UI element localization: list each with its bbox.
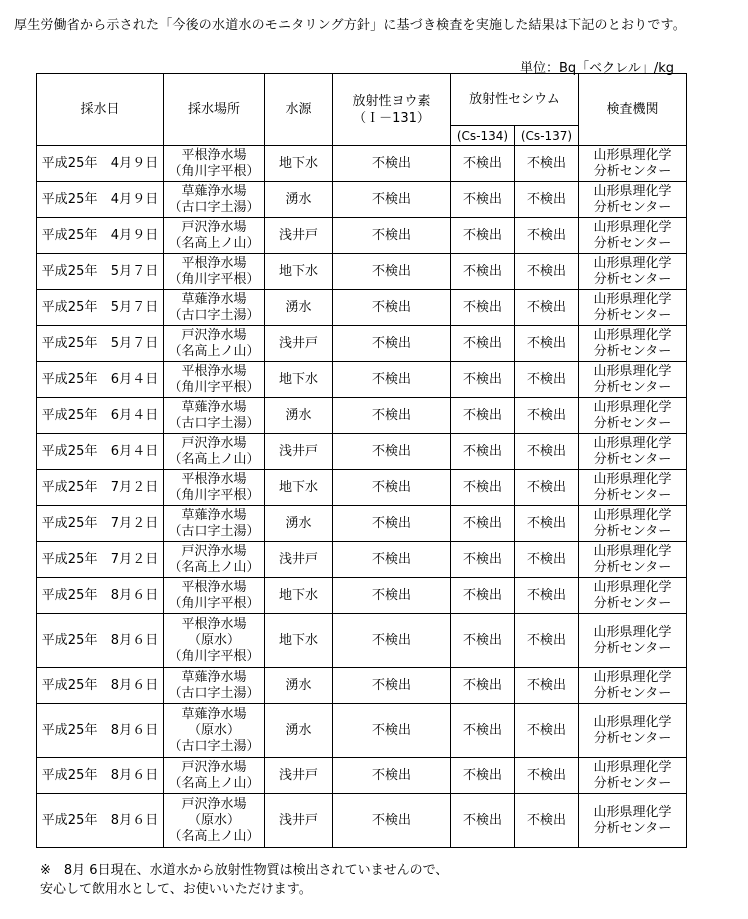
agency-line: 分析センター	[593, 307, 672, 323]
header-iodine-line1: 放射性ヨウ素	[352, 93, 431, 109]
header-iodine-line2: （Ｉ－131）	[353, 110, 430, 126]
table-row	[37, 218, 687, 254]
table-row	[37, 704, 687, 758]
cell-source: 湧水	[265, 704, 333, 758]
agency-line: 分析センター	[593, 343, 672, 359]
location-line: （古口字土湯）	[168, 199, 260, 215]
footnote-line-1: ※ 8月 6日現在、水道水から放射性物質は検出されていませんので、	[40, 863, 449, 878]
header-date: 採水日	[37, 74, 164, 146]
cell-iodine: 不検出	[333, 362, 451, 398]
cell-iodine: 不検出	[333, 146, 451, 182]
cell-date: 平成25年 7月２日	[37, 506, 164, 542]
cell-location	[164, 668, 265, 704]
cell-date: 平成25年 5月７日	[37, 254, 164, 290]
cell-location	[164, 470, 265, 506]
location-line: 平根浄水場	[181, 471, 247, 487]
agency-line: 山形県理化学	[593, 147, 672, 163]
agency-line: 分析センター	[593, 415, 672, 431]
agency-line: 分析センター	[593, 163, 672, 179]
location-line: （角川字平根）	[168, 648, 260, 664]
location-line: （角川字平根）	[168, 487, 260, 503]
cell-iodine: 不検出	[333, 398, 451, 434]
table-row	[37, 794, 687, 848]
cell-cs137: 不検出	[515, 398, 579, 434]
table-row	[37, 182, 687, 218]
location-line: 草薙浄水場	[181, 669, 247, 685]
cell-location	[164, 146, 265, 182]
cell-cs134: 不検出	[451, 542, 515, 578]
cell-date: 平成25年 8月６日	[37, 704, 164, 758]
cell-cs137: 不検出	[515, 146, 579, 182]
cell-source: 地下水	[265, 470, 333, 506]
cell-iodine: 不検出	[333, 254, 451, 290]
cell-cs137: 不検出	[515, 434, 579, 470]
cell-date: 平成25年 4月９日	[37, 218, 164, 254]
agency-line: 山形県理化学	[593, 624, 672, 640]
cell-location	[164, 542, 265, 578]
cell-cs137: 不検出	[515, 578, 579, 614]
cell-date: 平成25年 6月４日	[37, 362, 164, 398]
location-line: 草薙浄水場	[181, 183, 247, 199]
cell-location	[164, 434, 265, 470]
location-line: 草薙浄水場	[181, 399, 247, 415]
location-line: （古口字土湯）	[168, 738, 260, 754]
table-row	[37, 668, 687, 704]
footnote-line-2: 安心して飲用水として、お使いいただけます。	[40, 882, 312, 897]
location-line: 平根浄水場	[181, 255, 247, 271]
header-cs134: (Cs-134)	[451, 126, 515, 146]
agency-line: 分析センター	[593, 235, 672, 251]
agency-line: 分析センター	[593, 685, 672, 701]
cell-agency	[579, 668, 687, 704]
table-header	[37, 74, 687, 146]
cell-cs134: 不検出	[451, 794, 515, 848]
cell-cs134: 不検出	[451, 578, 515, 614]
cell-location	[164, 578, 265, 614]
cell-agency	[579, 614, 687, 668]
cell-source: 地下水	[265, 146, 333, 182]
cell-cs137: 不検出	[515, 794, 579, 848]
cell-location	[164, 254, 265, 290]
location-line: （原水）	[187, 632, 240, 648]
cell-agency	[579, 578, 687, 614]
cell-iodine: 不検出	[333, 542, 451, 578]
cell-date: 平成25年 4月９日	[37, 146, 164, 182]
location-line: （角川字平根）	[168, 163, 260, 179]
header-cesium: 放射性セシウム	[451, 74, 579, 126]
table-row	[37, 362, 687, 398]
cell-agency	[579, 704, 687, 758]
cell-source: 湧水	[265, 668, 333, 704]
cell-location	[164, 182, 265, 218]
cell-cs137: 不検出	[515, 326, 579, 362]
agency-line: 山形県理化学	[593, 183, 672, 199]
cell-source: 湧水	[265, 398, 333, 434]
cell-date: 平成25年 7月２日	[37, 542, 164, 578]
header-iodine	[333, 74, 451, 146]
cell-iodine: 不検出	[333, 704, 451, 758]
cell-cs134: 不検出	[451, 398, 515, 434]
cell-cs137: 不検出	[515, 362, 579, 398]
cell-cs137: 不検出	[515, 542, 579, 578]
cell-cs137: 不検出	[515, 668, 579, 704]
cell-source: 地下水	[265, 578, 333, 614]
cell-cs134: 不検出	[451, 254, 515, 290]
table-body	[37, 146, 687, 848]
agency-line: 山形県理化学	[593, 507, 672, 523]
cell-date: 平成25年 6月４日	[37, 434, 164, 470]
cell-agency	[579, 146, 687, 182]
agency-line: 分析センター	[593, 523, 672, 539]
agency-line: 山形県理化学	[593, 399, 672, 415]
cell-cs134: 不検出	[451, 362, 515, 398]
header-location: 採水場所	[164, 74, 265, 146]
cell-iodine: 不検出	[333, 218, 451, 254]
location-line: 戸沢浄水場	[181, 435, 247, 451]
agency-line: 山形県理化学	[593, 669, 672, 685]
cell-cs134: 不検出	[451, 326, 515, 362]
agency-line: 山形県理化学	[593, 804, 672, 820]
cell-date: 平成25年 6月４日	[37, 398, 164, 434]
cell-iodine: 不検出	[333, 578, 451, 614]
table-row	[37, 614, 687, 668]
intro-text: 厚生労働省から示された「今後の水道水のモニタリング方針」に基づき検査を実施した結果は下記のとおりです。	[14, 18, 686, 33]
cell-cs137: 不検出	[515, 758, 579, 794]
agency-line: 分析センター	[593, 775, 672, 791]
header-agency: 検査機関	[579, 74, 687, 146]
table-row	[37, 326, 687, 362]
cell-cs134: 不検出	[451, 758, 515, 794]
location-line: （名高上ノ山）	[168, 451, 260, 467]
cell-iodine: 不検出	[333, 470, 451, 506]
table-row	[37, 434, 687, 470]
agency-line: 山形県理化学	[593, 255, 672, 271]
table-row	[37, 758, 687, 794]
cell-location	[164, 362, 265, 398]
agency-line: 分析センター	[593, 820, 672, 836]
cell-date: 平成25年 8月６日	[37, 578, 164, 614]
table-row	[37, 506, 687, 542]
cell-cs134: 不検出	[451, 290, 515, 326]
header-cs137: (Cs-137)	[515, 126, 579, 146]
location-line: 草薙浄水場	[181, 507, 247, 523]
cell-source: 湧水	[265, 506, 333, 542]
header-source: 水源	[265, 74, 333, 146]
location-line: （名高上ノ山）	[168, 235, 260, 251]
cell-agency	[579, 434, 687, 470]
cell-source: 地下水	[265, 614, 333, 668]
cell-location	[164, 704, 265, 758]
cell-agency	[579, 182, 687, 218]
cell-source: 湧水	[265, 290, 333, 326]
cell-location	[164, 794, 265, 848]
agency-line: 分析センター	[593, 640, 672, 656]
cell-cs137: 不検出	[515, 290, 579, 326]
cell-source: 浅井戸	[265, 326, 333, 362]
cell-cs137: 不検出	[515, 470, 579, 506]
location-line: （古口字土湯）	[168, 415, 260, 431]
cell-agency	[579, 290, 687, 326]
cell-date: 平成25年 4月９日	[37, 182, 164, 218]
location-line: （角川字平根）	[168, 271, 260, 287]
table-row	[37, 290, 687, 326]
cell-source: 浅井戸	[265, 434, 333, 470]
cell-agency	[579, 254, 687, 290]
cell-date: 平成25年 8月６日	[37, 614, 164, 668]
agency-line: 山形県理化学	[593, 714, 672, 730]
cell-source: 浅井戸	[265, 542, 333, 578]
location-line: 戸沢浄水場	[181, 327, 247, 343]
footnote	[40, 861, 448, 899]
agency-line: 山形県理化学	[593, 435, 672, 451]
cell-location	[164, 326, 265, 362]
cell-iodine: 不検出	[333, 290, 451, 326]
cell-location	[164, 218, 265, 254]
cell-date: 平成25年 8月６日	[37, 668, 164, 704]
agency-line: 山形県理化学	[593, 219, 672, 235]
location-line: 戸沢浄水場	[181, 543, 247, 559]
cell-agency	[579, 362, 687, 398]
cell-iodine: 不検出	[333, 614, 451, 668]
results-table	[36, 73, 687, 848]
cell-agency	[579, 794, 687, 848]
cell-date: 平成25年 8月６日	[37, 758, 164, 794]
cell-iodine: 不検出	[333, 182, 451, 218]
agency-line: 分析センター	[593, 271, 672, 287]
cell-agency	[579, 506, 687, 542]
cell-cs134: 不検出	[451, 704, 515, 758]
agency-line: 山形県理化学	[593, 471, 672, 487]
agency-line: 分析センター	[593, 559, 672, 575]
location-line: 草薙浄水場	[181, 706, 247, 722]
cell-agency	[579, 326, 687, 362]
cell-date: 平成25年 5月７日	[37, 326, 164, 362]
agency-line: 山形県理化学	[593, 363, 672, 379]
location-line: （古口字土湯）	[168, 523, 260, 539]
cell-cs134: 不検出	[451, 434, 515, 470]
location-line: 平根浄水場	[181, 579, 247, 595]
cell-cs137: 不検出	[515, 704, 579, 758]
cell-iodine: 不検出	[333, 434, 451, 470]
location-line: （名高上ノ山）	[168, 775, 260, 791]
agency-line: 山形県理化学	[593, 327, 672, 343]
cell-location	[164, 614, 265, 668]
location-line: 戸沢浄水場	[181, 219, 247, 235]
agency-line: 山形県理化学	[593, 291, 672, 307]
unit-label: 単位：Bq「ベクレル」/kg	[520, 61, 675, 76]
cell-cs134: 不検出	[451, 146, 515, 182]
cell-date: 平成25年 8月６日	[37, 794, 164, 848]
cell-cs137: 不検出	[515, 614, 579, 668]
table-row	[37, 470, 687, 506]
agency-line: 山形県理化学	[593, 759, 672, 775]
location-line: （原水）	[187, 812, 240, 828]
location-line: （名高上ノ山）	[168, 559, 260, 575]
cell-cs134: 不検出	[451, 218, 515, 254]
cell-iodine: 不検出	[333, 794, 451, 848]
agency-line: 分析センター	[593, 487, 672, 503]
cell-location	[164, 398, 265, 434]
cell-cs137: 不検出	[515, 218, 579, 254]
cell-agency	[579, 398, 687, 434]
location-line: 平根浄水場	[181, 363, 247, 379]
cell-cs134: 不検出	[451, 668, 515, 704]
agency-line: 山形県理化学	[593, 543, 672, 559]
location-line: （古口字土湯）	[168, 307, 260, 323]
cell-source: 浅井戸	[265, 758, 333, 794]
agency-line: 分析センター	[593, 199, 672, 215]
cell-cs134: 不検出	[451, 614, 515, 668]
location-line: 平根浄水場	[181, 616, 247, 632]
cell-source: 浅井戸	[265, 794, 333, 848]
cell-cs137: 不検出	[515, 254, 579, 290]
table-row	[37, 398, 687, 434]
cell-location	[164, 758, 265, 794]
cell-agency	[579, 218, 687, 254]
cell-source: 地下水	[265, 362, 333, 398]
agency-line: 分析センター	[593, 451, 672, 467]
cell-cs137: 不検出	[515, 506, 579, 542]
table-row	[37, 578, 687, 614]
location-line: 戸沢浄水場	[181, 796, 247, 812]
table-row	[37, 146, 687, 182]
cell-source: 湧水	[265, 182, 333, 218]
cell-iodine: 不検出	[333, 758, 451, 794]
location-line: （古口字土湯）	[168, 685, 260, 701]
cell-source: 地下水	[265, 254, 333, 290]
cell-agency	[579, 542, 687, 578]
agency-line: 分析センター	[593, 730, 672, 746]
location-line: 草薙浄水場	[181, 291, 247, 307]
location-line: （角川字平根）	[168, 595, 260, 611]
location-line: 戸沢浄水場	[181, 759, 247, 775]
cell-cs137: 不検出	[515, 182, 579, 218]
table-row	[37, 254, 687, 290]
cell-cs134: 不検出	[451, 182, 515, 218]
cell-iodine: 不検出	[333, 326, 451, 362]
cell-date: 平成25年 7月２日	[37, 470, 164, 506]
cell-date: 平成25年 5月７日	[37, 290, 164, 326]
location-line: （原水）	[187, 722, 240, 738]
table-row	[37, 542, 687, 578]
location-line: （角川字平根）	[168, 379, 260, 395]
cell-cs134: 不検出	[451, 506, 515, 542]
location-line: （名高上ノ山）	[168, 343, 260, 359]
agency-line: 分析センター	[593, 595, 672, 611]
cell-cs134: 不検出	[451, 470, 515, 506]
location-line: （名高上ノ山）	[168, 828, 260, 844]
cell-agency	[579, 758, 687, 794]
location-line: 平根浄水場	[181, 147, 247, 163]
cell-location	[164, 506, 265, 542]
agency-line: 山形県理化学	[593, 579, 672, 595]
cell-location	[164, 290, 265, 326]
cell-agency	[579, 470, 687, 506]
cell-iodine: 不検出	[333, 668, 451, 704]
cell-iodine: 不検出	[333, 506, 451, 542]
agency-line: 分析センター	[593, 379, 672, 395]
cell-source: 浅井戸	[265, 218, 333, 254]
